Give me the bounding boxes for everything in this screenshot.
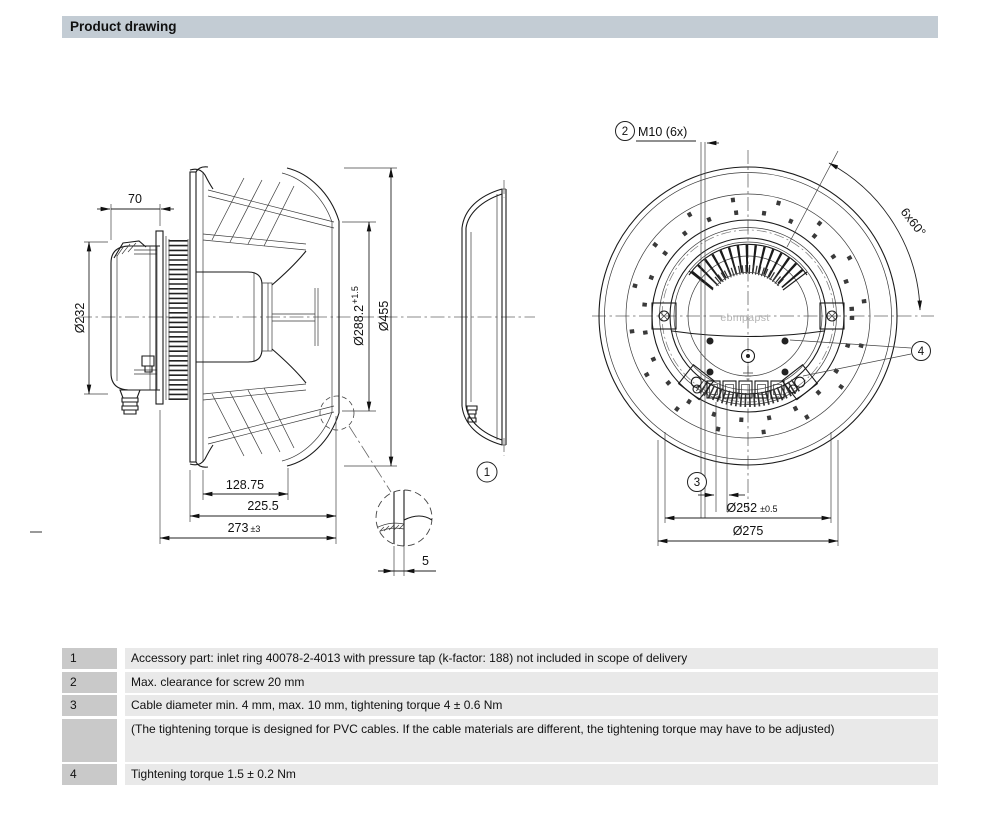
brand-logo: ebmpapst [720,312,770,324]
ground-symbol [743,366,753,379]
dim-bolt-circle [726,501,777,515]
callout-4-label: 4 [917,346,925,358]
dim-detail-gap: 5 [422,554,429,568]
front-view [592,122,934,547]
side-mounting-plate [156,231,188,404]
cable-gland [120,390,140,414]
table-row [62,672,938,693]
detail-reference [320,396,391,492]
dim-motor-dia: Ø232 [73,302,87,334]
dim-inlet-dia [350,286,366,346]
dim-fan-depth: 225.5 [247,499,279,513]
note-number [62,719,117,762]
note-text: Accessory part: inlet ring 40078-2-4013 with pressure tap (k-factor: 188) not included in scope of delivery [125,648,938,669]
note-number: 1 [62,648,117,669]
dim-bolt-circle-tol: ±0.5 [760,504,778,514]
detail-view [376,490,436,576]
table-row [62,695,938,716]
screw-spec-text: M10 (6x) [638,125,688,139]
hub-screw [782,369,789,376]
dim-motor-depth: 70 [128,192,142,206]
inlet-ring-view [462,180,506,482]
table-row [62,764,938,785]
note-text: Max. clearance for screw 20 mm [125,672,938,693]
rotor-cooling-fins [689,244,807,290]
note-text: (The tightening torque is designed for PVC cables. If the cable materials are different, the tightening torque may have to be adjusted) [125,719,938,762]
callout-inlet-ring [477,462,497,482]
side-motor [111,241,160,414]
notes-table [62,648,938,788]
table-row [62,648,938,669]
dim-inlet-dia-tol: +1.5 [350,286,360,304]
note-text: Cable diameter min. 4 mm, max. 10 mm, tightening torque 4 ± 0.6 Nm [125,695,938,716]
angle-dimension [787,151,928,310]
hub-screw [707,338,714,345]
note-number: 4 [62,764,117,785]
dim-blade-depth: 128.75 [225,478,265,492]
cable-callout [688,402,746,512]
front-centerlines [592,150,934,510]
dim-flange-dia: Ø275 [732,524,764,538]
dim-bolt-circle-value: Ø252 [726,501,758,515]
angle-spec-text: 6x60° [897,205,929,240]
dim-total-depth-value: 273 [227,521,249,535]
hub-screw [782,338,789,345]
callout-3-label: 3 [693,477,701,489]
dim-impeller-dia: Ø455 [377,300,391,332]
note-number: 2 [62,672,117,693]
dim-total-depth-tol: ±3 [250,524,261,534]
note-text: Tightening torque 1.5 ± 0.2 Nm [125,764,938,785]
page-title: Product drawing [70,19,177,34]
side-dimensions [73,168,397,544]
dim-inlet-dia-value: Ø288.2 [352,304,366,346]
callout-2-label: 2 [621,126,629,138]
dim-total-depth [228,521,261,535]
hub-screw [707,369,714,376]
note-number: 3 [62,695,117,716]
callout-1-label: 1 [483,467,491,479]
motor-connector [142,356,154,372]
table-row [62,719,938,762]
